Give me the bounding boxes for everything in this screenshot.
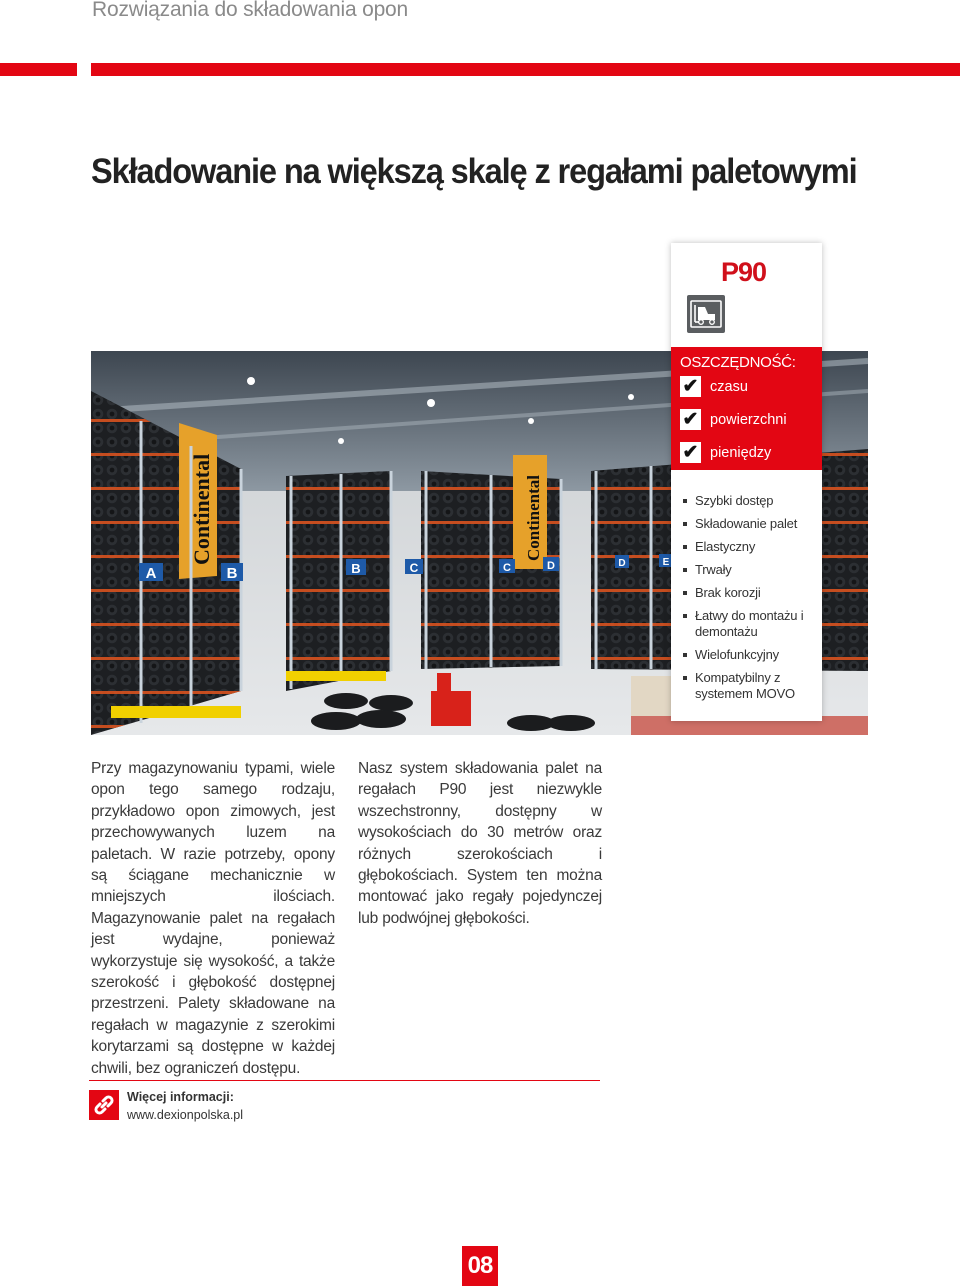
aisle-label: B xyxy=(351,561,361,576)
svg-text:Continental: Continental xyxy=(524,475,543,561)
body-text-column-2: Nasz system składowania palet na regałach P90 jest niezwykle wszechstronny, dostępny w wysokościach do 30 metrów oraz różnych szerokościach i głębokościach. System ten można montować jako regały pojedynczej lub podwójnej głębokości. xyxy=(358,760,602,927)
feature-item: Trwały xyxy=(680,562,815,578)
checkmark-icon: ✔ xyxy=(680,442,701,463)
footer-divider xyxy=(89,1080,600,1081)
feature-item: Elastyczny xyxy=(680,539,815,555)
feature-item: Brak korozji xyxy=(680,585,815,601)
savings-box xyxy=(671,347,822,470)
body-text-column-1: Przy magazynowaniu typami, wiele opon tego samego rodzaju, przykładowo opon zimowych, jest przechowywanych luzem na paletach. W razie potrzeby, opony są ściągane mechanicznie w mniejszych ilościach. Magazynowanie palet na regałach jest wydajne, ponieważ wykorzystuje się wysokość, a także szerokość i głębokość dostępnej przestrzeni. Palety składowane na regałach w magazynie z szerokimi korytarzami są dostępne w każdej chwili, bez ograniczeń dostępu. xyxy=(91,760,335,1077)
product-card xyxy=(671,243,822,721)
product-name: P90 xyxy=(720,257,766,287)
checkmark-icon: ✔ xyxy=(680,376,701,397)
more-info-link[interactable]: www.dexionpolska.pl xyxy=(127,1108,244,1122)
page-number: 08 xyxy=(462,1246,498,1286)
feature-item: Łatwy do montażu i demontażu xyxy=(680,608,815,640)
link-icon[interactable] xyxy=(89,1090,119,1120)
feature-item: Szybki dostęp xyxy=(680,493,815,509)
savings-title: OSZCZĘDNOŚĆ: xyxy=(680,354,796,371)
header-rule-right xyxy=(91,63,960,76)
section-title: Rozwiązania do składowania opon xyxy=(92,0,409,21)
aisle-label: E xyxy=(662,557,670,568)
aisle-label: C xyxy=(503,562,511,574)
feature-list xyxy=(680,493,815,709)
checkmark-icon: ✔ xyxy=(680,409,701,430)
aisle-label: A xyxy=(145,565,157,582)
savings-item-label: pieniędzy xyxy=(710,445,772,461)
savings-item-label: czasu xyxy=(710,379,748,395)
forklift-icon xyxy=(687,295,725,333)
feature-item: Kompatybilny z systemem MOVO xyxy=(680,670,815,702)
svg-text:Continental: Continental xyxy=(189,453,214,565)
page-heading: Składowanie na większą skalę z regałami paletowymi xyxy=(91,152,857,191)
feature-item: Składowanie palet xyxy=(680,516,815,532)
more-info-label: Więcej informacji: xyxy=(127,1090,234,1104)
aisle-label: D xyxy=(618,558,626,569)
aisle-label: B xyxy=(226,565,238,582)
feature-item: Wielofunkcyjny xyxy=(680,647,815,663)
aisle-label: C xyxy=(409,561,419,575)
aisle-label: D xyxy=(547,560,555,572)
header-rule-left xyxy=(0,63,77,76)
savings-item-label: powierzchni xyxy=(710,412,787,428)
